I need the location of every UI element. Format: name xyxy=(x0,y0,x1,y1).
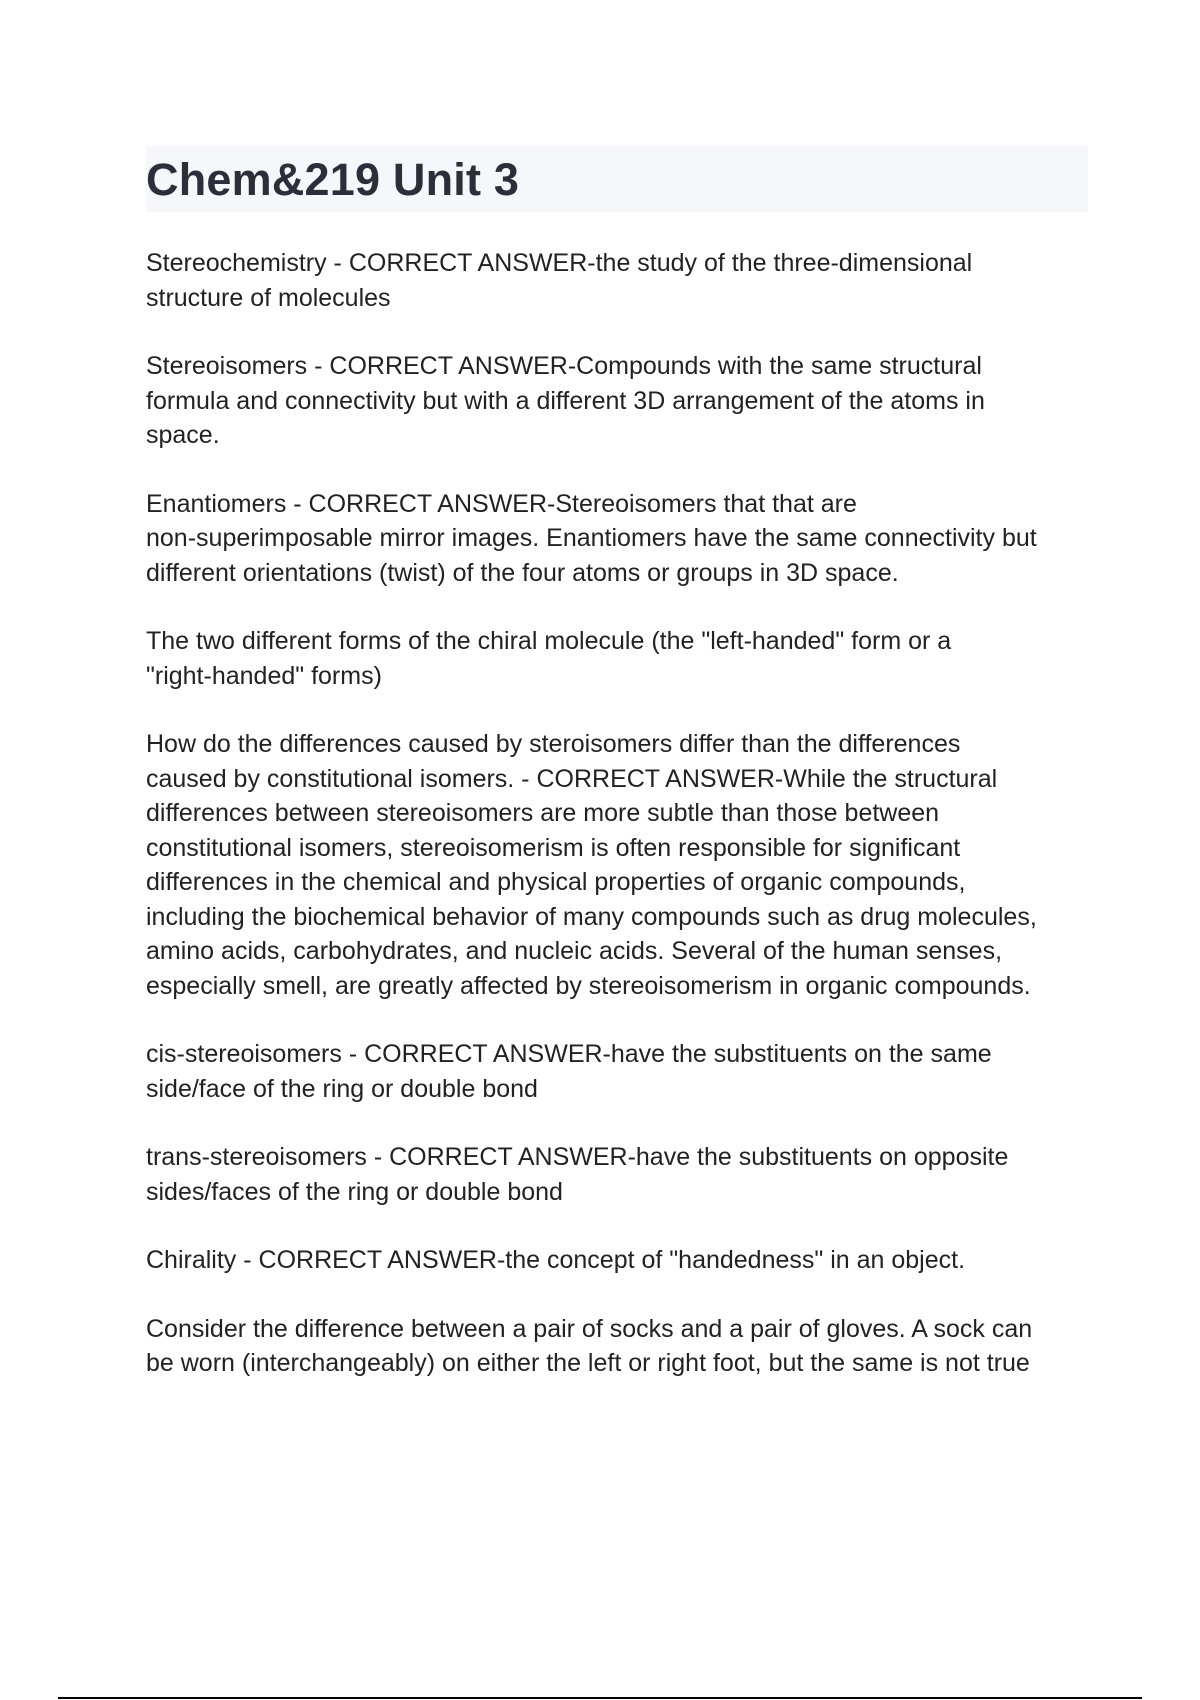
entry-stereochemistry: Stereochemistry - CORRECT ANSWER-the study of the three-dimensional structure of molecules xyxy=(146,249,973,312)
entry-enantiomers: Enantiomers - CORRECT ANSWER-Stereoisomers that that are non-superimposable mirror images. Enantiomers have the same connectivity but different orientations (twist) of the four atoms or groups in 3D space. xyxy=(146,489,1037,587)
entry-chiral-forms: The two different forms of the chiral molecule (the "left-handed" form or a "right-handed" forms) xyxy=(146,627,952,690)
document-title: Chem&219 Unit 3 xyxy=(146,153,520,205)
entry-trans-stereoisomers: trans-stereoisomers - CORRECT ANSWER-have the substituents on opposite sides/faces of the ring or double bond xyxy=(146,1143,1009,1206)
entry-socks-gloves: Consider the difference between a pair of socks and a pair of gloves. A sock can be worn (interchangeably) on either the left or right foot, but the same is not true xyxy=(146,1314,1033,1377)
document-page xyxy=(146,146,1088,1415)
entry-chirality: Chirality - CORRECT ANSWER-the concept of "handedness" in an object. xyxy=(146,1246,966,1274)
entry-stereoisomer-differences: How do the differences caused by steroisomers differ than the differences caused by constitutional isomers. - CORRECT ANSWER-While the structural differences between stereoisomers are more subtle than those between constitutional isomers, stereoisomerism is often responsible for significant differences in the chemical and physical properties of organic compounds, including the biochemical behavior of many compounds such as drug molecules, amino acids, carbohydrates, and nucleic acids. Several of the human senses, especially smell, are greatly affected by stereoisomerism in organic compounds. xyxy=(146,730,1037,1000)
footer-divider xyxy=(58,1697,1142,1699)
entry-stereoisomers: Stereoisomers - CORRECT ANSWER-Compounds with the same structural formula and connectivity but with a different 3D arrangement of the atoms in space. xyxy=(146,352,985,449)
title-bar xyxy=(146,146,1088,212)
entries-list xyxy=(146,246,1088,1381)
entry-cis-stereoisomers: cis-stereoisomers - CORRECT ANSWER-have the substituents on the same side/face of the ring or double bond xyxy=(146,1040,992,1103)
